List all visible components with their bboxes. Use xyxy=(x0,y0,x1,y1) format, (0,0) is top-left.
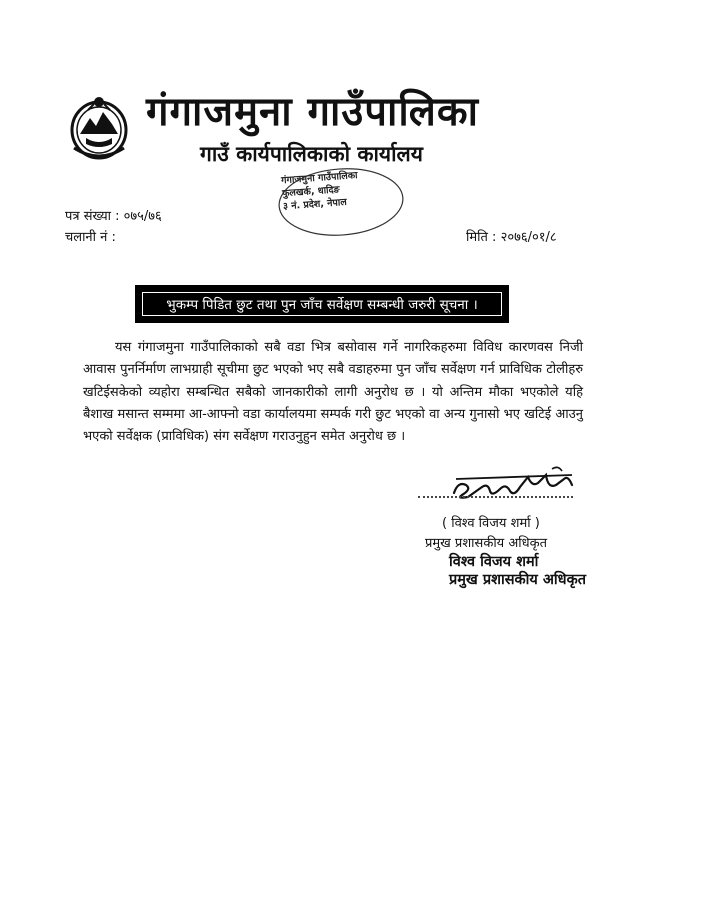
stamp-line: फुलखर्क, धादिङ xyxy=(281,184,341,200)
office-title: गंगाजमुना गाउँपालिका xyxy=(146,89,479,135)
nepal-emblem-icon xyxy=(68,92,130,162)
stamp-line: ३ नं. प्रदेश, नेपाल xyxy=(282,196,348,213)
signatory-name: ( विश्व विजय शर्मा ) xyxy=(442,516,540,531)
notice-banner xyxy=(135,285,509,323)
office-subtitle: गाउँ कार्यपालिकाको कार्यालय xyxy=(200,142,423,166)
seal-designation: प्रमुख प्रशासकीय अधिकृत xyxy=(449,572,586,588)
seal-name: विश्व विजय शर्मा xyxy=(449,554,539,570)
reference-number: पत्र संख्या : ०७५/७६ xyxy=(65,209,162,224)
signature-line xyxy=(418,496,573,498)
notice-body: यस गंगाजमुना गाउँपालिकाको सबै वडा भित्र बसोवास गर्ने नागरिकहरुमा विविध कारणवस निजी आवास पुनर्निर्माण लाभग्राही सूचीमा छुट भएको भए सबै वडाहरुमा पुन जाँच सर्वेक्षण गर्न प्राविधिक टोलीहरु खटिईसकेको व्यहोरा सम्बन्धित सबैको जानकारीको लागी अनुरोध छ । यो अन्तिम मौका भएकोले यहि बैशाख मसान्त सम्ममा आ-आफ्नो वडा कार्यालयमा सम्पर्क गरी छुट भएको वा अन्य गुनासो भए खटिई आउनु भएको सर्वेक्षक (प्राविधिक) संग सर्वेक्षण गराउनुहुन समेत अनुरोध छ । xyxy=(83,340,583,445)
letter-date: मिति : २०७६/०१/८ xyxy=(466,230,557,245)
notice-title: भुकम्प पिडित छुट तथा पुन जाँच सर्वेक्षण सम्बन्धी जरुरी सूचना । xyxy=(142,292,502,316)
signature-icon xyxy=(448,463,580,505)
signatory-designation: प्रमुख प्रशासकीय अधिकृत xyxy=(425,536,548,551)
stamp-line: गंगाजमुना गाउँपालिका xyxy=(280,170,358,187)
dispatch-number: चलानी नं : xyxy=(65,230,116,245)
